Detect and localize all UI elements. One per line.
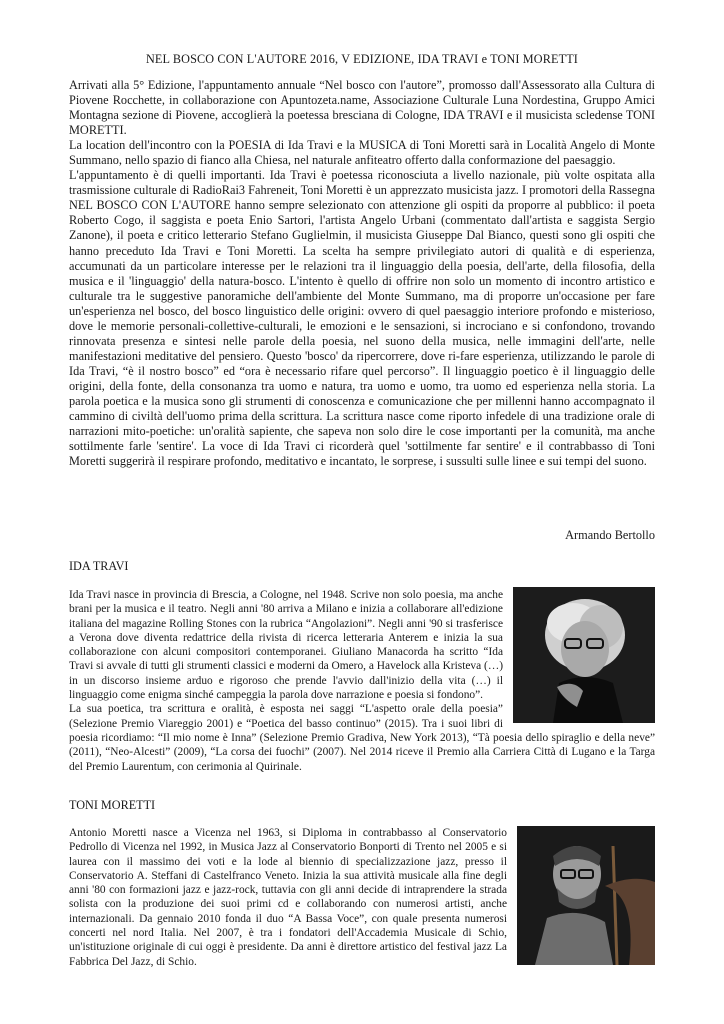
ida-travi-photo [513,587,655,723]
intro-paragraph: Arrivati alla 5° Edizione, l'appuntamento annuale “Nel bosco con l'autore”, promosso dall'Assessorato alla Cultura di Piovene Rocchette, in collaborazione con Apuntozeta.name, Associazione Culturale Luna Nordestina, Gruppo Amici Montagna sezione di Piovene, accoglierà la poetessa bresciana di Cologne, IDA TRAVI e il musicista scledense TONI MORETTI. [69,78,655,138]
signature: Armando Bertollo [565,528,655,542]
toni-moretti-heading: TONI MORETTI [69,798,156,812]
ida-travi-heading: IDA TRAVI [69,559,129,573]
bio-paragraph: La sua poetica, tra scrittura e oralità, è esposta nei saggi “L'aspetto orale della poesia” (Selezione Premio Viareggio 2001) e “Poetica del basso continuo” (2015). Tra i suoi libri di poesia ricordiamo: “Il mio nome è Inna” (Selezione Premio Gradiva, New York 2013), “Tà poesia dello spiraglio e della neve” (2011), “Neo-Alcesti” (2009), “La corsa dei fuochi” (2007). Nel 2014 riceve il Premio alla Carriera Città di Lugano e la Targa del Premio Laurentum, con cerimonia al Quirinale. [69,703,655,773]
bio-paragraph: Ida Travi nasce in provincia di Brescia, a Cologne, nel 1948. Scrive non solo poesia, ma anche brani per la musica e il teatro. Negli anni '80 arriva a Milano e inizia a collaborare all'edizione italiana del magazine Rolling Stones con la rubrica “Angolazioni”. Negli anni '90 si trasferisce a Verona dove diventa redattrice della rivista di ricerca letteraria Anterem e inizia la sua collaborazione con alcuni compositori contemporanei. Giuliano Manacorda ha scritto “Ida Travi si avvale di tutti gli strumenti classici e moderni da Omero, a Havelock alla Kristeva (…) in un discorso insieme arduo e rigoroso che prende l'avvio dall'inizio della vita (…) il linguaggio come enigma sinché campeggia la parola dove narrazione e poesia si fondono”. [69,589,503,702]
intro-text [69,78,655,469]
bio-paragraph: Antonio Moretti nasce a Vicenza nel 1963, si Diploma in contrabbasso al Conservatorio Pedrollo di Vicenza nel 1992, in Musica Jazz al Conservatorio Bonporti di Trento nel 2005 e si laurea con il massimo dei voti e la lode al biennio di specializzazione jazz, presso il Conservatorio A. Steffani di Castelfranco Veneto. Inizia la sua attività musicale alla fine degli anni '80 con formazioni jazz e jazz-rock, tuttavia con gli anni decide di intraprendere la strada solista con la produzione dei suoi primi cd e collaborando con numerosi artisti, anche internazionali. Da gennaio 2010 fonda il duo “A Bassa Voce”, con quale presenta numerosi concerti nel nord Italia. Nel 2007, è tra i fondatori dell'Accademia Musicale di Schio, un'istituzione originale di cui oggi è presidente. Da anni è direttore artistico del festival jazz La Fabbrica Del Jazz, di Schio. [69,827,507,968]
intro-paragraph: La location dell'incontro con la POESIA di Ida Travi e la MUSICA di Toni Moretti sarà in Località Angelo di Monte Summano, nello spazio di fianco alla Chiesa, nel naturale anfiteatro offerto dalla conformazione del paesaggio. [69,138,655,168]
ida-travi-bio [69,588,655,774]
intro-paragraph: L'appuntamento è di quelli importanti. Ida Travi è poetessa riconosciuta a livello nazionale, più volte ospitata alla trasmissione culturale di RadioRai3 Fahreneit, Toni Moretti è un apprezzato musicista jazz. I promotori della Rassegna NEL BOSCO CON L'AUTORE hanno sempre selezionato con attenzione gli ospiti da proporre al pubblico: il poeta Roberto Cogo, il saggista e poeta Enio Sartori, l'artista Angelo Urbani (commentato dall'artista e saggista Sergio Zanone), il poeta e critico letterario Stefano Guglielmin, il musicista Giuseppe Dal Bianco, questi sono gli ospiti che hanno preceduto Ida Travi e Toni Moretti. La scelta ha sempre privilegiato autori di qualità e di esperienza, accumunati da un particolare interesse per le relazioni tra il linguaggio della poesia, dell'arte, della filosofia, della musica e il 'linguaggio' della natura-bosco. L'intento è quello di offrire non solo un momento di incontro artistico e culturale tra le suggestive panoramiche dell'ambiente del Monte Summano, ma di proporre un'occasione per fare un'esperienza nel bosco, del bosco linguistico delle origini: ovvero di quel paesaggio interiore profondo e misterioso, dove le memorie personali-collettive-culturali, le emozioni e le sensazioni, si incrociano e si confondono, trovando rinnovata presenza e sintesi nelle parole della poesia, nel suono della musica, nelle immagini dell'arte, nelle manifestazioni meditative del pensiero. Questo 'bosco' da ripercorrere, dove ri-fare esperienza, utilizzando le parole di Ida Travi, “è il nostro bosco” ed “ora è necessario rifare quel percorso”. Il linguaggio poetico è il linguaggio delle origini, della fonte, della consonanza tra uomo e natura, tra uomo e uomo, tra uomo ed esperienza nella storia. La parola poetica e la musica sono gli strumenti di conoscenza e comunicazione che per millenni hanno accompagnato il cammino di civiltà dell'uomo prima della scrittura. La scrittura nasce come riporto infedele di una tradizione orale di narrazioni mito-poetiche: un'oralità sapiente, che sapeva non solo dire le cose importanti per la comunità, ma anche sottilmente farle 'sentire'. La voce di Ida Travi ci ricorderà quel 'sottilmente far sentire' e il contrabbasso di Toni Moretti suggerirà il respirare profondo, meditativo e incantato, le sorprese, i sussulti sulle linee e sui tempi del suono. [69,168,655,469]
toni-moretti-photo [517,826,655,965]
page-title: NEL BOSCO CON L'AUTORE 2016, V EDIZIONE, IDA TRAVI e TONI MORETTI [145,52,579,66]
toni-moretti-bio [69,826,655,969]
